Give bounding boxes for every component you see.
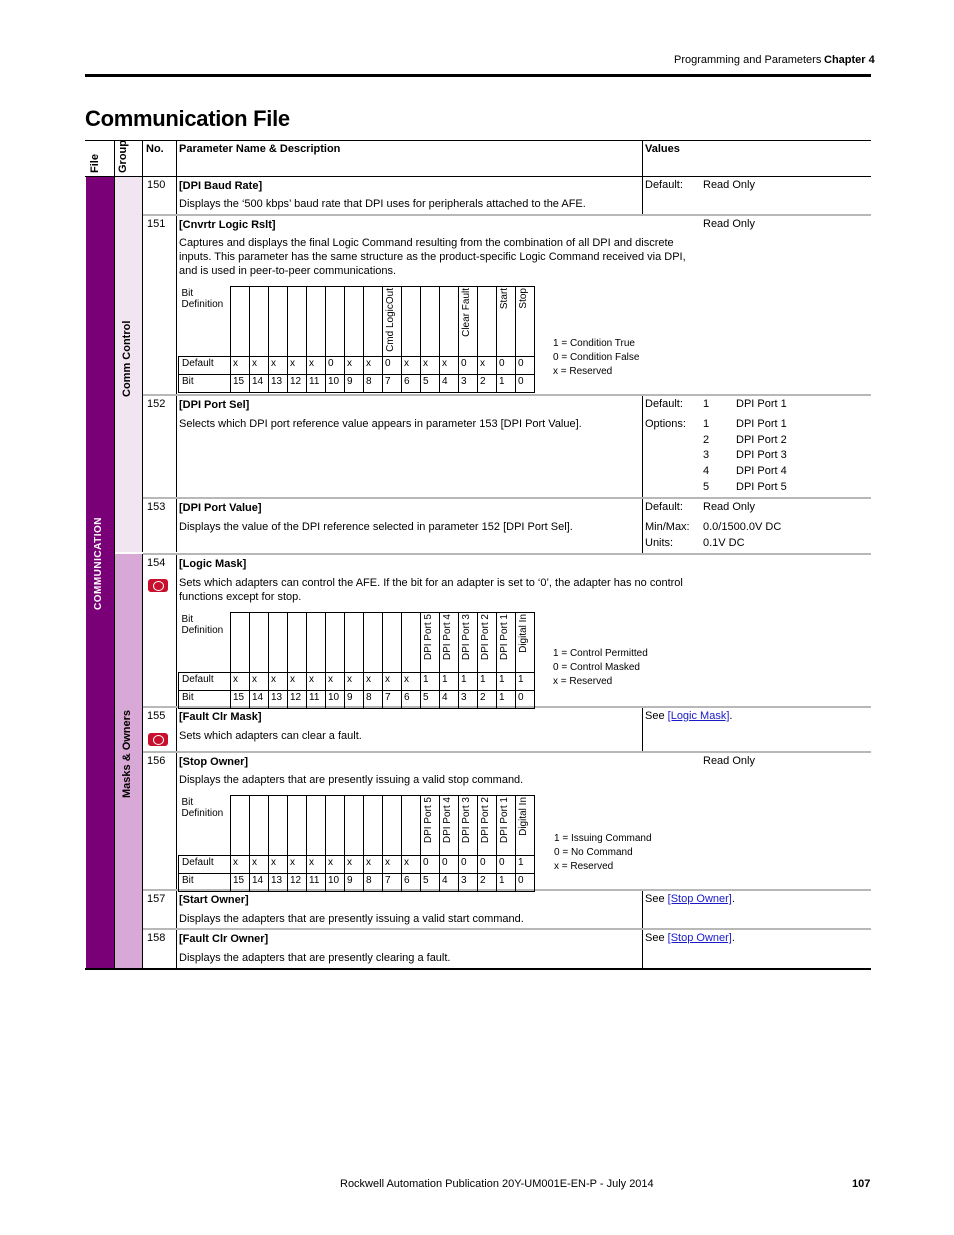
page-number: 107 [852, 1178, 871, 1190]
bit-definition-cell [345, 287, 364, 357]
default-cell: 1 [421, 673, 440, 691]
bit-row-label: Bit [179, 691, 231, 709]
default-row-label: Default [179, 673, 231, 691]
row-separator [143, 553, 871, 555]
bit-legend [554, 832, 652, 874]
bit-row-label: Bit [179, 374, 231, 392]
default-cell: x [250, 673, 269, 691]
bit-number-cell: 2 [478, 374, 497, 392]
bit-number-cell: 3 [459, 691, 478, 709]
param-description: Displays the adapters that are presently clearing a fault. [179, 952, 451, 964]
bit-definition-text: Cmd LogicOut [385, 288, 396, 352]
param-name: [Fault Clr Mask] [179, 711, 262, 723]
see-suffix: . [729, 710, 733, 722]
param-number: 157 [147, 893, 166, 905]
bit-definition-cell [516, 613, 535, 673]
param-description: inputs. This parameter has the same structure as the product-specific Logic Command received via DPI, [179, 251, 686, 263]
bit-definition-cell [478, 796, 497, 856]
bit-number-cell: 12 [288, 691, 307, 709]
default-cell: 0 [478, 856, 497, 874]
bit-definition-text: DPI Port 1 [499, 614, 510, 661]
param-number: 156 [147, 755, 166, 767]
param-description: Displays the adapters that are presently issuing a valid stop command. [179, 774, 524, 786]
option-text: DPI Port 4 [736, 465, 787, 477]
bit-definition-label [179, 613, 231, 673]
default-cell: x [269, 673, 288, 691]
bit-row-label: Bit [179, 874, 231, 892]
bit-definition-cell [497, 613, 516, 673]
option-text: DPI Port 2 [736, 434, 787, 446]
definition-label: Definition [181, 807, 224, 819]
legend-item: x = Reserved [553, 676, 613, 687]
bit-definition-cell [288, 613, 307, 673]
legend-item: 0 = Control Masked [553, 662, 640, 673]
definition-label: Definition [181, 298, 224, 310]
bit-number-cell: 14 [250, 874, 269, 892]
see-reference [645, 893, 735, 905]
default-cell: x [440, 356, 459, 374]
bit-number-cell: 10 [326, 874, 345, 892]
default-cell: 0 [497, 356, 516, 374]
header-file: File [89, 154, 101, 173]
bit-number-cell: 10 [326, 691, 345, 709]
param-number: 151 [147, 218, 166, 230]
group-label-comm-control: Comm Control [121, 320, 133, 397]
default-cell: x [307, 356, 326, 374]
see-label: See [645, 932, 665, 944]
bit-definition-cell [288, 287, 307, 357]
bit-number-cell: 3 [459, 374, 478, 392]
see-reference [645, 710, 732, 722]
default-cell: 1 [440, 673, 459, 691]
param-number: 150 [147, 179, 166, 191]
bit-definition-cell [459, 796, 478, 856]
default-cell: x [364, 356, 383, 374]
bit-number-cell: 3 [459, 874, 478, 892]
stop-owner-link[interactable]: [Stop Owner] [667, 893, 732, 905]
default-cell: x [421, 356, 440, 374]
group-label-masks-owners: Masks & Owners [121, 709, 133, 798]
bit-number-cell: 9 [345, 374, 364, 392]
bit-label: Bit [181, 287, 194, 299]
bit-number-cell: 2 [478, 874, 497, 892]
footer-publication: Rockwell Automation Publication 20Y-UM001E-EN-P - July 2014 [340, 1178, 654, 1190]
bit-number-cell: 7 [383, 691, 402, 709]
bit-number-cell: 7 [383, 874, 402, 892]
bit-definition-cell [250, 796, 269, 856]
bit-definition-cell [497, 287, 516, 357]
bit-definition-cell [231, 287, 250, 357]
default-value: Read Only [703, 501, 755, 513]
param-value: Read Only [703, 755, 755, 767]
bit-number-cell: 10 [326, 374, 345, 392]
see-suffix: . [731, 893, 735, 905]
bit-number-cell: 4 [440, 374, 459, 392]
default-cell: x [307, 673, 326, 691]
option-text: DPI Port 3 [736, 449, 787, 461]
bit-number-cell: 5 [421, 874, 440, 892]
bit-number-cell: 15 [231, 691, 250, 709]
bit-number-cell: 5 [421, 374, 440, 392]
option-text: DPI Port 5 [736, 481, 787, 493]
default-cell: x [345, 673, 364, 691]
bit-definition-text: Clear Fault [461, 288, 472, 337]
bit-definition-label [179, 287, 231, 357]
bit-definition-text: DPI Port 2 [480, 797, 491, 844]
option-text: DPI Port 1 [736, 418, 787, 430]
table-bottom-rule [85, 968, 871, 970]
param-name: [Logic Mask] [179, 558, 247, 570]
bit-number-cell: 12 [288, 874, 307, 892]
param-number: 155 [147, 710, 166, 722]
option-number: 4 [703, 465, 710, 477]
default-cell: x [326, 856, 345, 874]
bit-label: Bit [181, 796, 194, 808]
bit-definition-cell [307, 287, 326, 357]
default-cell: x [364, 856, 383, 874]
default-cell: x [383, 856, 402, 874]
param-description: and is used in peer-to-peer communications. [179, 265, 397, 277]
default-cell: 0 [497, 856, 516, 874]
table-header-rule [85, 176, 871, 177]
bit-definition-cell [421, 796, 440, 856]
stop-owner-link[interactable]: [Stop Owner] [667, 932, 732, 944]
default-label: Default: [645, 179, 683, 191]
bit-definition-cell [383, 796, 402, 856]
definition-label: Definition [181, 624, 224, 636]
bit-definition-cell [383, 287, 402, 357]
options-label: Options: [645, 418, 686, 430]
legend-item: x = Reserved [553, 366, 613, 377]
bit-definition-cell [459, 613, 478, 673]
header-values: Values [645, 143, 680, 155]
param-name: [DPI Port Value] [179, 502, 262, 514]
default-cell: 0 [516, 356, 535, 374]
values-divider-153 [642, 499, 643, 553]
bit-definition-cell [345, 796, 364, 856]
bit-number-cell: 13 [269, 374, 288, 392]
param-number: 153 [147, 501, 166, 513]
bit-definition-cell [383, 613, 402, 673]
bit-number-cell: 11 [307, 691, 326, 709]
header-no: No. [146, 143, 164, 155]
bit-definition-text: DPI Port 2 [480, 614, 491, 661]
param-description: Displays the ‘500 kbps’ baud rate that DPI uses for peripherals attached to the AFE. [179, 198, 586, 210]
option-number: 3 [703, 449, 710, 461]
write-protect-icon [148, 733, 168, 746]
default-cell: 1 [459, 673, 478, 691]
default-cell: x [231, 673, 250, 691]
default-cell: x [364, 673, 383, 691]
legend-item: 1 = Condition True [553, 338, 635, 349]
bit-number-cell: 0 [516, 874, 535, 892]
bit-definition-cell [231, 613, 250, 673]
bit-definition-label [179, 796, 231, 856]
default-cell: x [307, 856, 326, 874]
bit-definition-cell [364, 613, 383, 673]
param-name: [Fault Clr Owner] [179, 933, 269, 945]
default-cell: x [478, 356, 497, 374]
bit-number-cell: 15 [231, 374, 250, 392]
bit-number-cell: 8 [364, 691, 383, 709]
default-cell: 0 [440, 856, 459, 874]
bit-number-cell: 14 [250, 691, 269, 709]
option-number: 2 [703, 434, 710, 446]
bit-definition-text: DPI Port 5 [423, 614, 434, 661]
bit-legend [553, 647, 648, 689]
param-name: [DPI Baud Rate] [179, 180, 263, 192]
param-description: Displays the value of the DPI reference selected in parameter 152 [DPI Port Sel]. [179, 521, 573, 533]
bit-number-cell: 0 [516, 691, 535, 709]
row-separator [143, 394, 871, 396]
bit-number-cell: 8 [364, 874, 383, 892]
default-cell: x [250, 356, 269, 374]
bit-definition-table [178, 795, 535, 892]
bit-definition-text: Digital In [518, 614, 529, 653]
bit-definition-cell [326, 796, 345, 856]
default-cell: 1 [497, 673, 516, 691]
bit-definition-cell [516, 796, 535, 856]
default-cell: x [345, 856, 364, 874]
write-protect-icon [148, 579, 168, 592]
default-value: Read Only [703, 179, 755, 191]
param-name: [Stop Owner] [179, 756, 249, 768]
bit-number-cell: 7 [383, 374, 402, 392]
file-label: COMMUNICATION [93, 517, 104, 610]
header-rule [85, 74, 871, 77]
bit-definition-cell [345, 613, 364, 673]
bit-definition-table [178, 286, 535, 393]
legend-item: 0 = No Command [554, 847, 633, 858]
param-description: Displays the adapters that are presently issuing a valid start command. [179, 913, 524, 925]
bit-definition-cell [269, 287, 288, 357]
bit-definition-text: DPI Port 3 [461, 614, 472, 661]
bit-number-cell: 13 [269, 691, 288, 709]
default-cell: 1 [516, 856, 535, 874]
bit-definition-cell [516, 287, 535, 357]
default-cell: x [231, 356, 250, 374]
bit-definition-cell [402, 613, 421, 673]
header-name: Parameter Name & Description [179, 143, 341, 155]
bit-definition-cell [288, 796, 307, 856]
bit-label: Bit [181, 613, 194, 625]
param-description: Sets which adapters can control the AFE. If the bit for an adapter is set to ‘0’, the adapter has no control [179, 577, 683, 589]
bit-definition-cell [269, 796, 288, 856]
row-separator [143, 928, 871, 930]
default-cell: x [383, 673, 402, 691]
bit-definition-text: Start [499, 288, 510, 310]
bit-definition-table [178, 612, 535, 709]
default-cell: 1 [478, 673, 497, 691]
default-cell: x [250, 856, 269, 874]
option-number: 1 [703, 418, 710, 430]
bit-number-cell: 11 [307, 374, 326, 392]
legend-item: 0 = Condition False [553, 352, 640, 363]
bit-definition-text: Stop [518, 288, 529, 309]
logic-mask-link[interactable]: [Logic Mask] [667, 710, 730, 722]
default-cell: x [402, 356, 421, 374]
default-cell: x [231, 856, 250, 874]
header-group: Group [117, 140, 129, 173]
default-cell: x [326, 673, 345, 691]
bit-definition-cell [364, 796, 383, 856]
default-cell: 0 [326, 356, 345, 374]
row-separator [143, 497, 871, 499]
bit-number-cell: 6 [402, 691, 421, 709]
bit-definition-cell [307, 613, 326, 673]
bit-number-cell: 1 [497, 691, 516, 709]
param-description: functions except for stop. [179, 591, 302, 603]
bit-number-cell: 13 [269, 874, 288, 892]
values-divider-152 [642, 396, 643, 497]
bit-number-cell: 6 [402, 374, 421, 392]
bit-definition-text: DPI Port 1 [499, 797, 510, 844]
default-cell: 0 [421, 856, 440, 874]
param-name: [Start Owner] [179, 894, 249, 906]
param-number: 154 [147, 557, 166, 569]
page-title: Communication File [85, 106, 290, 131]
bit-definition-cell [478, 287, 497, 357]
bit-definition-text: DPI Port 4 [442, 797, 453, 844]
param-description: Selects which DPI port reference value appears in parameter 153 [DPI Port Value]. [179, 418, 582, 430]
bit-definition-cell [402, 796, 421, 856]
default-row-label: Default [179, 356, 231, 374]
see-label: See [645, 710, 665, 722]
default-row-label: Default [179, 856, 231, 874]
param-number: 152 [147, 398, 166, 410]
values-divider-157 [642, 891, 643, 928]
default-label: Default: [645, 501, 683, 513]
legend-item: 1 = Control Permitted [553, 648, 648, 659]
param-value: Read Only [703, 218, 755, 230]
default-cell: x [269, 856, 288, 874]
bit-definition-cell [440, 613, 459, 673]
default-cell: 0 [459, 356, 478, 374]
bit-definition-cell [440, 287, 459, 357]
bit-definition-cell [364, 287, 383, 357]
bit-definition-text: DPI Port 4 [442, 614, 453, 661]
bit-definition-text: Digital In [518, 797, 529, 836]
default-cell: x [288, 356, 307, 374]
row-separator [143, 751, 871, 753]
default-cell: x [269, 356, 288, 374]
table-top-rule [85, 140, 871, 141]
bit-definition-text: DPI Port 5 [423, 797, 434, 844]
bit-number-cell: 12 [288, 374, 307, 392]
header-chapter: Chapter 4 [824, 54, 875, 66]
bit-definition-text: DPI Port 3 [461, 797, 472, 844]
default-cell: x [402, 673, 421, 691]
option-number: 5 [703, 481, 710, 493]
param-name: [DPI Port Sel] [179, 399, 250, 411]
bit-number-cell: 4 [440, 691, 459, 709]
default-cell: x [288, 673, 307, 691]
default-cell: x [402, 856, 421, 874]
default-cell: x [345, 356, 364, 374]
default-label: Default: [645, 398, 683, 410]
bit-definition-cell [326, 613, 345, 673]
default-number: 1 [703, 398, 710, 410]
default-cell: x [288, 856, 307, 874]
bit-number-cell: 14 [250, 374, 269, 392]
bit-definition-cell [421, 613, 440, 673]
bit-number-cell: 1 [497, 874, 516, 892]
bit-definition-cell [250, 613, 269, 673]
legend-item: 1 = Issuing Command [554, 833, 652, 844]
bit-number-cell: 9 [345, 691, 364, 709]
bit-number-cell: 2 [478, 691, 497, 709]
param-name: [Cnvrtr Logic Rslt] [179, 219, 276, 231]
minmax-value: 0.0/1500.0V DC [703, 521, 782, 533]
param-description: Sets which adapters can clear a fault. [179, 730, 362, 742]
bit-number-cell: 4 [440, 874, 459, 892]
see-reference [645, 932, 735, 944]
units-value: 0.1V DC [703, 537, 745, 549]
default-cell: 1 [516, 673, 535, 691]
bit-definition-cell [250, 287, 269, 357]
bit-legend [553, 337, 639, 379]
legend-item: x = Reserved [554, 861, 614, 872]
bit-definition-cell [231, 796, 250, 856]
bit-number-cell: 0 [516, 374, 535, 392]
see-label: See [645, 893, 665, 905]
bit-definition-cell [421, 287, 440, 357]
row-separator [143, 214, 871, 216]
bit-definition-cell [307, 796, 326, 856]
values-divider-150 [642, 177, 643, 214]
units-label: Units: [645, 537, 674, 549]
param-description: Captures and displays the final Logic Command resulting from the combination of all DPI and discrete [179, 237, 674, 249]
default-cell: 0 [459, 856, 478, 874]
bit-definition-cell [440, 796, 459, 856]
values-divider-158 [642, 930, 643, 968]
bit-definition-cell [269, 613, 288, 673]
minmax-label: Min/Max: [645, 521, 690, 533]
bit-number-cell: 8 [364, 374, 383, 392]
bit-definition-cell [478, 613, 497, 673]
default-value: DPI Port 1 [736, 398, 787, 410]
bit-definition-cell [326, 287, 345, 357]
bit-number-cell: 5 [421, 691, 440, 709]
bit-number-cell: 11 [307, 874, 326, 892]
bit-definition-cell [459, 287, 478, 357]
bit-definition-cell [402, 287, 421, 357]
bit-number-cell: 1 [497, 374, 516, 392]
col-divider-values-header [642, 140, 643, 176]
default-cell: 0 [383, 356, 402, 374]
param-number: 158 [147, 932, 166, 944]
bit-number-cell: 6 [402, 874, 421, 892]
bit-definition-cell [497, 796, 516, 856]
see-suffix: . [731, 932, 735, 944]
bit-number-cell: 15 [231, 874, 250, 892]
header-section: Programming and Parameters [674, 54, 822, 66]
bit-number-cell: 9 [345, 874, 364, 892]
values-divider-155 [642, 708, 643, 751]
